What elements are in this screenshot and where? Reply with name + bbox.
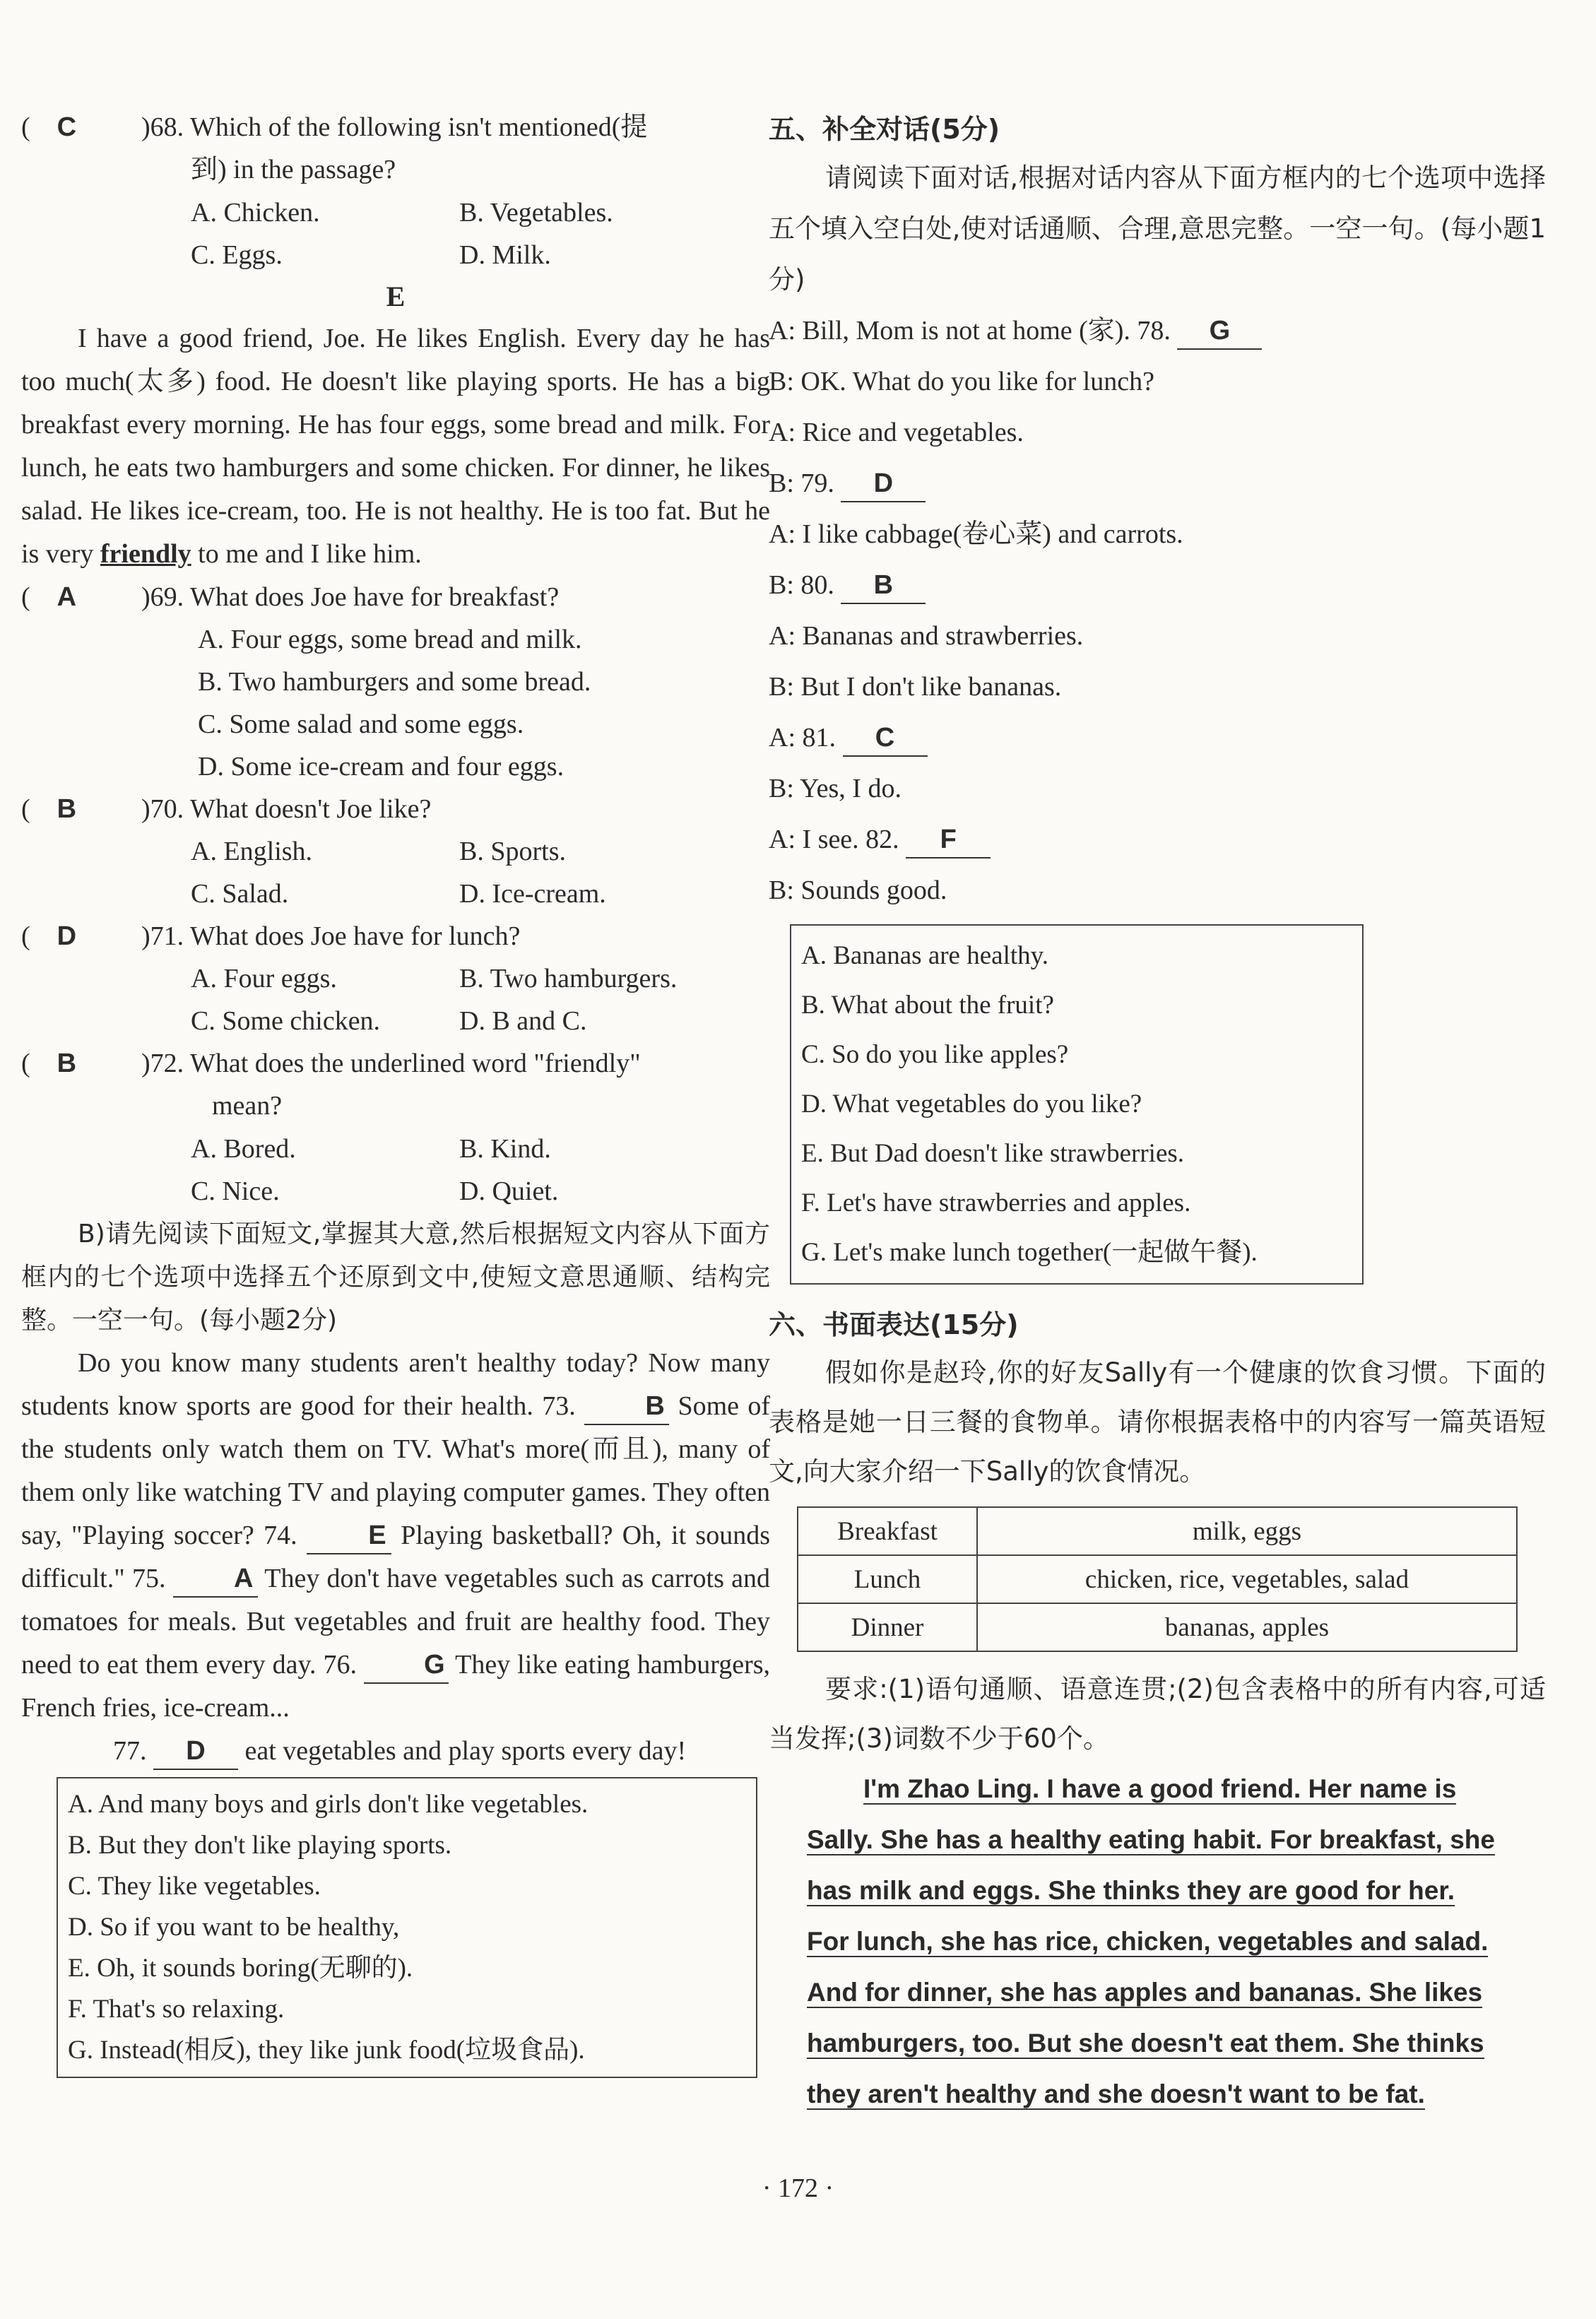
box-option: C. So do you like apples? (801, 1040, 1069, 1069)
table-cell-food: bananas, apples (977, 1603, 1517, 1651)
blank-77: D (153, 1733, 238, 1770)
box-option: G. Instead(相反), they like junk food(垃圾食品). (68, 2036, 585, 2065)
section-6-requirements: 要求:(1)语句通顺、语意连贯;(2)包含表格中的所有内容,可适当发挥;(3)词数不少于60个。 (769, 1674, 1546, 1754)
dialogue-line: A: Bill, Mom is not at home (家). 78. G (769, 305, 1546, 356)
option: C. Nice. (191, 1176, 280, 1206)
passage-label: E (386, 281, 406, 312)
left-column (21, 106, 770, 2078)
dialogue-line: B: Sounds good. (769, 875, 947, 905)
essay-answer (769, 1764, 1546, 2120)
table-cell-meal: Dinner (798, 1603, 977, 1651)
meal-table (797, 1506, 1518, 1652)
blank-82: F (906, 822, 991, 858)
option: A. English. (191, 837, 313, 866)
question-72-text-cont: mean? (212, 1091, 283, 1121)
section-6-instructions: 假如你是赵玲,你的好友Sally有一个健康的饮食习惯。下面的表格是她一日三餐的食物单。请你根据表格中的内容写一篇英语短文,向大家介绍一下Sally的饮食情况。 (769, 1357, 1546, 1487)
box-option: G. Let's make lunch together(一起做午餐). (801, 1238, 1258, 1267)
option: B. Vegetables. (459, 198, 613, 228)
blank-75: A (173, 1561, 258, 1598)
answer-72: B (57, 1049, 77, 1078)
question-72-options (21, 1128, 770, 1212)
option: D. Ice-cream. (459, 879, 606, 909)
page-number: · 172 · (762, 2173, 834, 2203)
dialogue-line: A: Bananas and strawberries. (769, 621, 1084, 651)
option: D. Milk. (459, 240, 551, 270)
essay-line: I'm Zhao Ling. I have a good friend. Her name is (863, 1774, 1457, 1803)
question-72: ( B )72. What does the underlined word "friendly" (21, 1049, 641, 1078)
question-69-option: A. Four eggs, some bread and milk. (198, 625, 582, 654)
box-option: E. But Dad doesn't like strawberries. (801, 1139, 1185, 1168)
blank-81: C (843, 720, 928, 757)
box-option: B. What about the fruit? (801, 991, 1054, 1020)
option: C. Eggs. (191, 240, 283, 270)
dialogue-line: A: I like cabbage(卷心菜) and carrots. (769, 519, 1183, 549)
option: A. Chicken. (191, 198, 320, 228)
blank-76: G (364, 1647, 449, 1684)
box-option: E. Oh, it sounds boring(无聊的). (68, 1954, 413, 1983)
blank-80: B (841, 567, 926, 604)
question-69: ( A )69. What does Joe have for breakfast? (21, 582, 560, 612)
option: D. B and C. (459, 1006, 587, 1036)
question-69-option: C. Some salad and some eggs. (198, 709, 524, 739)
option: B. Kind. (459, 1134, 551, 1164)
section-5-title: 五、补全对话(5分) (769, 114, 1000, 145)
answer-70: B (57, 794, 77, 824)
question-69-option: B. Two hamburgers and some bread. (198, 667, 591, 697)
blank-73: B (584, 1388, 669, 1425)
section-6-title: 六、书面表达(15分) (769, 1309, 1019, 1340)
dialogue-line: A: 81. C (769, 712, 1546, 763)
box-option: D. So if you want to be healthy, (68, 1913, 400, 1942)
blank-79: D (841, 466, 926, 502)
option: C. Salad. (191, 879, 289, 909)
dialogue-line: B: But I don't like bananas. (769, 672, 1062, 702)
option: B. Two hamburgers. (459, 964, 678, 993)
question-71-options (21, 957, 770, 1042)
table-row (798, 1555, 1517, 1603)
table-cell-food: chicken, rice, vegetables, salad (977, 1555, 1517, 1603)
essay-line: For lunch, she has rice, chicken, vegetables and salad. (807, 1927, 1489, 1956)
table-cell-food: milk, eggs (977, 1507, 1517, 1555)
option: B. Sports. (459, 837, 566, 866)
option: A. Four eggs. (191, 964, 337, 993)
box-option: D. What vegetables do you like? (801, 1090, 1142, 1119)
question-71: ( D )71. What does Joe have for lunch? (21, 921, 521, 951)
answer-69: A (57, 582, 77, 612)
option: A. Bored. (191, 1134, 296, 1164)
box-option: F. Let's have strawberries and apples. (801, 1188, 1191, 1217)
options-box-5 (790, 924, 1364, 1285)
options-box-b (57, 1777, 757, 2078)
dialogue-line: B: OK. What do you like for lunch? (769, 367, 1154, 396)
question-68-text: )68. Which of the following isn't mentioned(提 (141, 112, 648, 142)
blank-78: G (1177, 313, 1262, 350)
box-option: C. They like vegetables. (68, 1872, 321, 1901)
essay-line: And for dinner, she has apples and bananas. She likes (807, 1978, 1483, 2007)
underlined-word: friendly (100, 539, 191, 569)
essay-line: they aren't healthy and she doesn't want to be fat. (807, 2079, 1425, 2108)
option: D. Quiet. (459, 1176, 559, 1206)
option: C. Some chicken. (191, 1006, 381, 1036)
dialogue-line: A: Rice and vegetables. (769, 418, 1024, 447)
section-b-passage: Do you know many students aren't healthy today? Now many students know sports are good for their health. 73. B Some of the students only watch them on TV. What's more(而且), many of them only like watching TV and playing computer games. They often say, "Playing soccer? 74. E Playing basketball? Oh, it sounds difficult." 75. A They don't have vegetables such as carrots and tomatoes for meals. But vegetables and fruit are healthy food. They need to eat them every day. 76. G They like eating hamburgers, French fries, ice-cream... (21, 1348, 771, 1723)
dialogue-line: B: 79. D (769, 458, 1546, 509)
table-cell-meal: Lunch (798, 1555, 977, 1603)
passage-e: I have a good friend, Joe. He likes English. Every day he has too much(太多) food. He doesn't like playing sports. He has a big breakfast every morning. He has four eggs, some bread and milk. For lunch, he eats two hamburgers and some chicken. For dinner, he likes salad. He likes ice-cream, too. He is not healthy. He is too fat. But he is very friendly to me and I like him. (21, 324, 770, 569)
box-option: A. And many boys and girls don't like vegetables. (68, 1790, 589, 1819)
table-row (798, 1507, 1517, 1555)
box-option: A. Bananas are healthy. (801, 941, 1048, 970)
question-70: ( B )70. What doesn't Joe like? (21, 794, 432, 824)
question-68-text-cont: 到) in the passage? (191, 155, 396, 184)
dialogue-line: B: 80. B (769, 560, 1546, 610)
essay-line: has milk and eggs. She thinks they are good for her. (807, 1876, 1455, 1905)
question-68-options (21, 191, 770, 276)
question-68: ( C )68. Which of the following isn't mentioned(提 (21, 106, 770, 148)
box-option: B. But they don't like playing sports. (68, 1831, 452, 1860)
right-column (769, 106, 1546, 2120)
essay-line: Sally. She has a healthy eating habit. For breakfast, she (807, 1825, 1495, 1854)
answer-68: C (57, 112, 77, 142)
dialogue (769, 305, 1546, 916)
section-b-passage-end: 77. D eat vegetables and play sports every day! (21, 1730, 770, 1773)
blank-74: E (307, 1518, 391, 1554)
table-cell-meal: Breakfast (798, 1507, 977, 1555)
question-69-option: D. Some ice-cream and four eggs. (198, 752, 564, 781)
section-5-instructions: 请阅读下面对话,根据对话内容从下面方框内的七个选项中选择五个填入空白处,使对话通顺、合理,意思完整。一空一句。(每小题1分) (769, 163, 1546, 295)
question-70-options (21, 830, 770, 915)
dialogue-line: B: Yes, I do. (769, 774, 902, 803)
table-row (798, 1603, 1517, 1651)
dialogue-line: A: I see. 82. F (769, 814, 1546, 865)
box-option: F. That's so relaxing. (68, 1995, 285, 2024)
section-b-instructions: B)请先阅读下面短文,掌握其大意,然后根据短文内容从下面方框内的七个选项中选择五个还原到文中,使短文意思通顺、结构完整。一空一句。(每小题2分) (21, 1220, 770, 1335)
essay-line: hamburgers, too. But she doesn't eat them. She thinks (807, 2029, 1484, 2058)
answer-71: D (57, 921, 77, 951)
